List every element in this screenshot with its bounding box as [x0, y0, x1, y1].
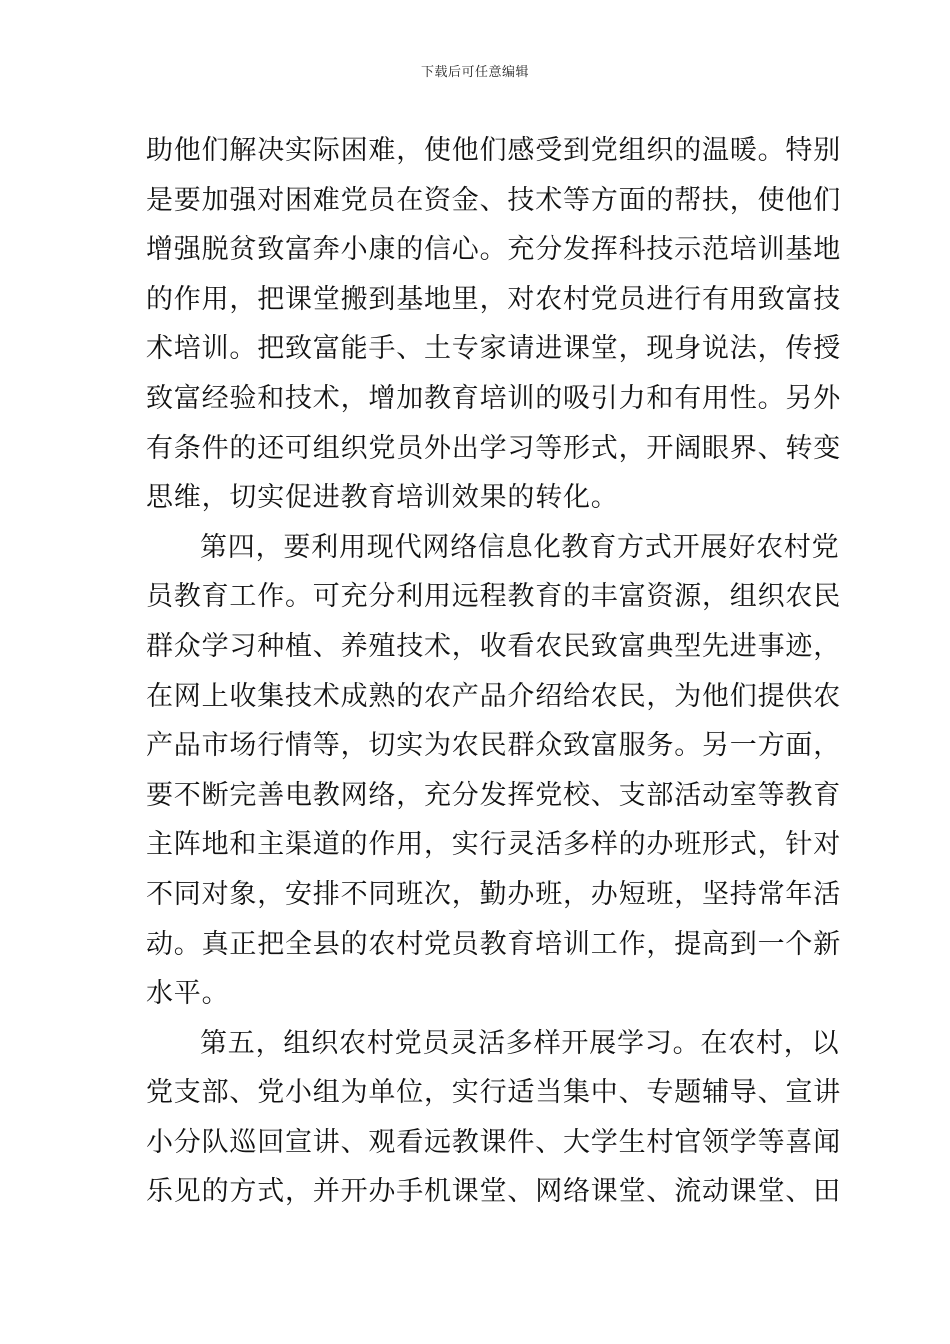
paragraph-start-line: 第四，要利用现代网络信息化教育方式开展好农村党 [200, 531, 840, 563]
text-line: 水平。 [146, 978, 230, 1010]
text-line: 在网上收集技术成熟的农产品介绍给农民，为他们提供农 [146, 680, 841, 712]
text-line: 是要加强对困难党员在资金、技术等方面的帮扶，使他们 [146, 184, 841, 216]
text-line: 不同对象，安排不同班次，勤办班，办短班，坚持常年活 [146, 878, 841, 910]
text-line: 要不断完善电教网络，充分发挥党校、支部活动室等教育 [146, 779, 841, 811]
page-header: 下载后可任意编辑 [420, 65, 529, 80]
text-line: 增强脱贫致富奔小康的信心。充分发挥科技示范培训基地 [146, 234, 841, 266]
text-line: 乐见的方式，并开办手机课堂、网络课堂、流动课堂、田 [146, 1176, 841, 1208]
text-line: 的作用，把课堂搬到基地里，对农村党员进行有用致富技 [146, 283, 841, 315]
document-body [146, 126, 841, 1217]
text-line: 思维，切实促进教育培训效果的转化。 [146, 482, 619, 514]
text-line: 员教育工作。可充分利用远程教育的丰富资源，组织农民 [146, 581, 841, 613]
text-line: 主阵地和主渠道的作用，实行灵活多样的办班形式，针对 [146, 829, 841, 861]
text-line: 动。真正把全县的农村党员教育培训工作，提高到一个新 [146, 928, 841, 960]
text-line: 产品市场行情等，切实为农民群众致富服务。另一方面， [146, 730, 841, 762]
text-line: 党支部、党小组为单位，实行适当集中、专题辅导、宣讲 [146, 1077, 841, 1109]
text-line: 有条件的还可组织党员外出学习等形式，开阔眼界、转变 [146, 432, 841, 464]
text-line: 群众学习种植、养殖技术，收看农民致富典型先进事迹， [146, 630, 841, 662]
text-line: 小分队巡回宣讲、观看远教课件、大学生村官领学等喜闻 [146, 1126, 841, 1158]
text-line: 术培训。把致富能手、土专家请进课堂，现身说法，传授 [146, 333, 841, 365]
text-line: 致富经验和技术，增加教育培训的吸引力和有用性。另外 [146, 382, 841, 414]
text-line: 助他们解决实际困难，使他们感受到党组织的温暖。特别 [146, 135, 841, 166]
paragraph-start-line: 第五，组织农村党员灵活多样开展学习。在农村，以 [200, 1027, 840, 1059]
